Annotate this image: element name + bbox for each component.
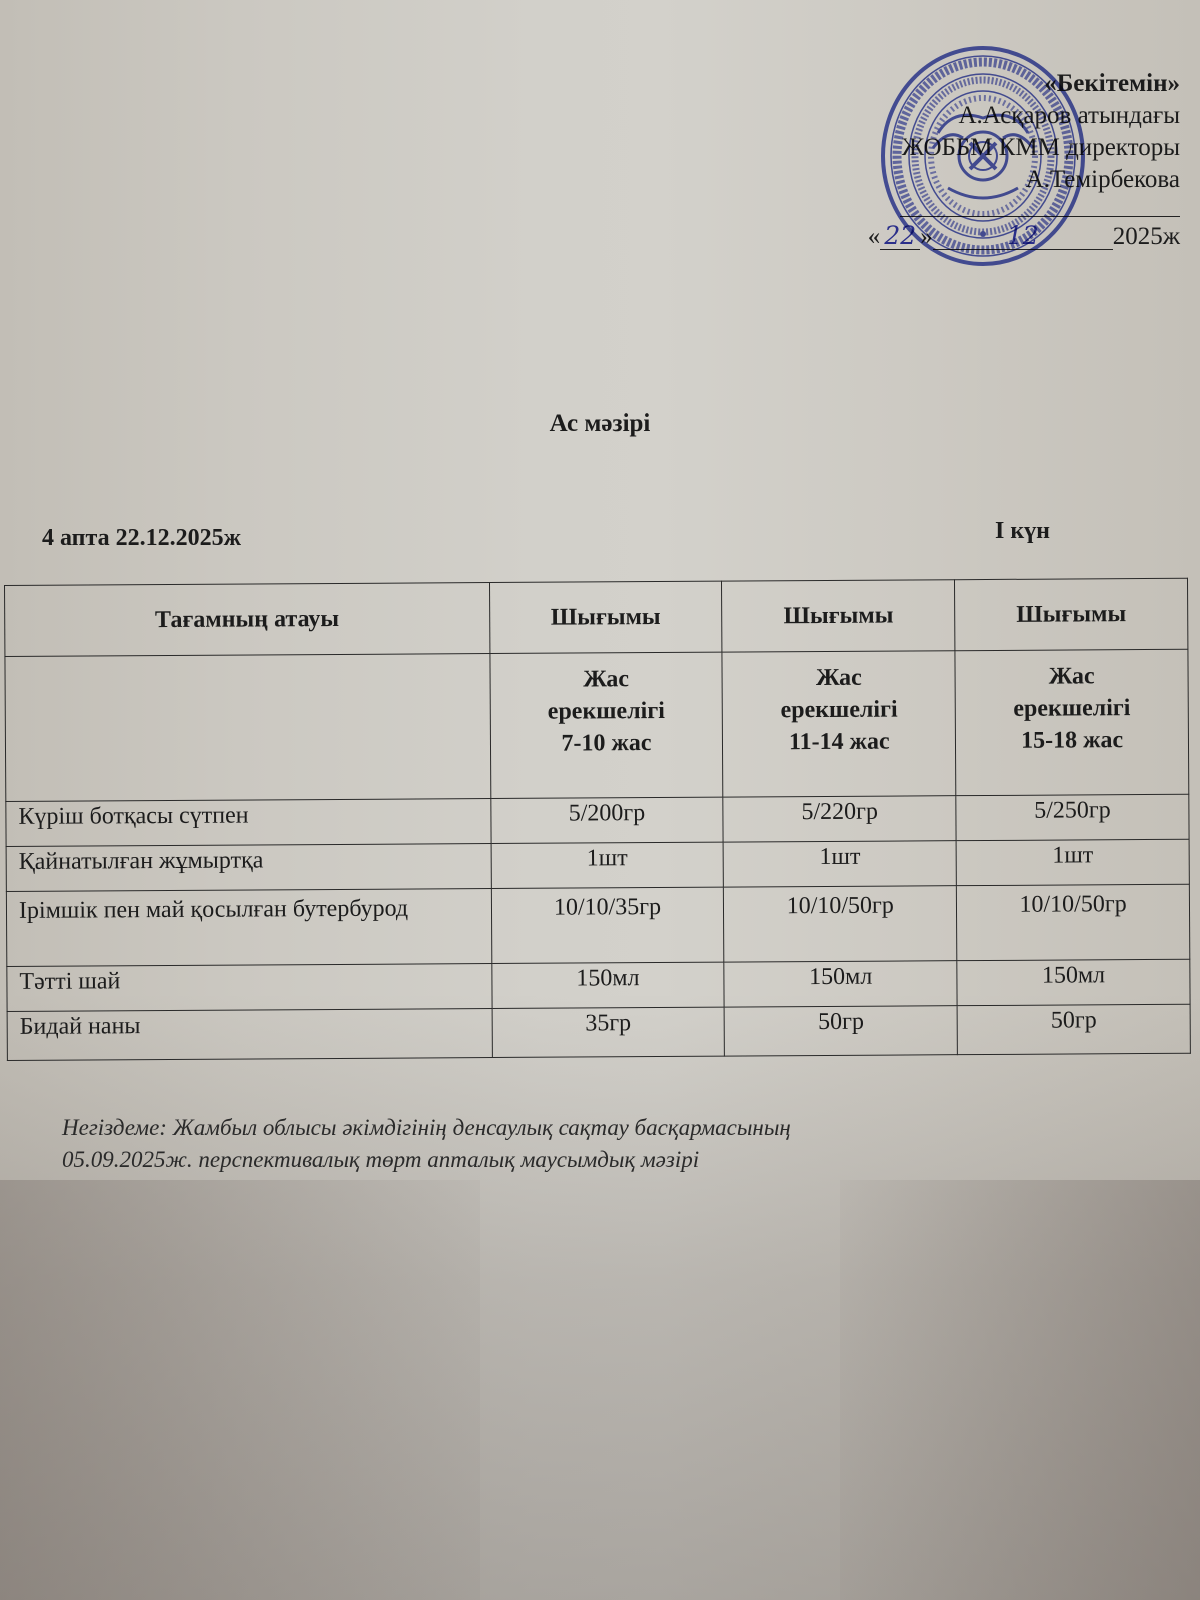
- yield-7-10: 150мл: [491, 962, 724, 1008]
- yield-7-10: 35гр: [492, 1007, 725, 1057]
- yield-7-10: 10/10/35гр: [491, 887, 724, 963]
- basis-note: [62, 1112, 1062, 1176]
- date-day: 22: [880, 223, 920, 250]
- age-range: 11-14 жас: [788, 728, 890, 756]
- yield-7-10: 5/200гр: [490, 797, 723, 843]
- dish-name: Тәтті шай: [7, 964, 492, 1012]
- yield-15-18: 150мл: [957, 959, 1190, 1005]
- approval-school-line: А.Асқаров атындағы: [958, 102, 1180, 129]
- approval-position-line: ЖОББМ КММ директоры: [901, 134, 1180, 161]
- yield-11-14: 50гр: [724, 1006, 957, 1056]
- dish-name: Қайнатылған жұмыртқа: [6, 844, 491, 892]
- header-yield-1: Шығымы: [489, 581, 722, 653]
- menu-table: [4, 578, 1191, 1061]
- day-number: І күн: [995, 518, 1050, 544]
- header-yield-2: Шығымы: [722, 580, 955, 652]
- age-label: Жас: [815, 664, 862, 692]
- header-dish-name: Тағамның атауы: [5, 583, 490, 657]
- document-title: Ас мәзірі: [549, 410, 651, 437]
- table-row: [6, 839, 1189, 891]
- yield-11-14: 150мл: [724, 961, 957, 1007]
- age-group-7-10: [490, 652, 724, 798]
- yield-11-14: 10/10/50гр: [724, 886, 957, 962]
- approval-title: «Бекітемін»: [1044, 70, 1180, 97]
- age-group-15-18: [955, 649, 1189, 795]
- header-yield-3: Шығымы: [955, 578, 1188, 650]
- age-empty-cell: [5, 654, 491, 802]
- age-label: Жас: [1048, 663, 1095, 690]
- yield-7-10: 1шт: [491, 842, 724, 888]
- table-row: [7, 1004, 1190, 1060]
- dish-name: Бидай наны: [7, 1009, 492, 1061]
- date-open-quote: «: [867, 223, 881, 250]
- yield-11-14: 5/220гр: [723, 796, 956, 842]
- basis-line-1: Негіздеме: Жамбыл облысы әкімдігінің денсаулық сақтау басқармасының: [62, 1115, 791, 1140]
- date-year: 2025ж: [1112, 223, 1180, 250]
- age-label: Жас: [583, 666, 630, 693]
- photo-shadow-left: [0, 1180, 480, 1600]
- age-label: ерекшелігі: [1013, 695, 1131, 722]
- yield-15-18: 5/250гр: [956, 794, 1189, 840]
- age-range: 7-10 жас: [561, 730, 652, 757]
- table-row: [6, 884, 1189, 966]
- date-close-quote: »: [920, 223, 933, 250]
- dish-name: Ірімшік пен май қосылған бутербурод: [6, 889, 491, 967]
- approval-signatory: А.Темірбекова: [1025, 166, 1180, 193]
- dish-name: Күріш ботқасы сүтпен: [6, 799, 491, 847]
- age-group-row: [5, 649, 1189, 801]
- table-row: [7, 959, 1190, 1011]
- age-range: 15-18 жас: [1020, 727, 1124, 754]
- yield-15-18: 50гр: [957, 1004, 1190, 1054]
- header-row: [5, 578, 1188, 656]
- week-date: 4 апта 22.12.2025ж: [42, 525, 241, 551]
- age-group-11-14: [722, 651, 956, 797]
- table-row: [6, 794, 1189, 846]
- official-stamp-icon: [878, 38, 1088, 268]
- yield-11-14: 1шт: [723, 841, 956, 887]
- photo-shadow-right: [840, 1180, 1200, 1600]
- date-month: 12: [933, 223, 1113, 250]
- age-label: ерекшелігі: [780, 696, 898, 724]
- age-label: ерекшелігі: [547, 697, 665, 725]
- basis-line-2: 05.09.2025ж. перспективалық төрт апталық маусымдық мәзірі: [62, 1147, 700, 1172]
- yield-15-18: 10/10/50гр: [957, 884, 1190, 960]
- yield-15-18: 1шт: [956, 839, 1189, 885]
